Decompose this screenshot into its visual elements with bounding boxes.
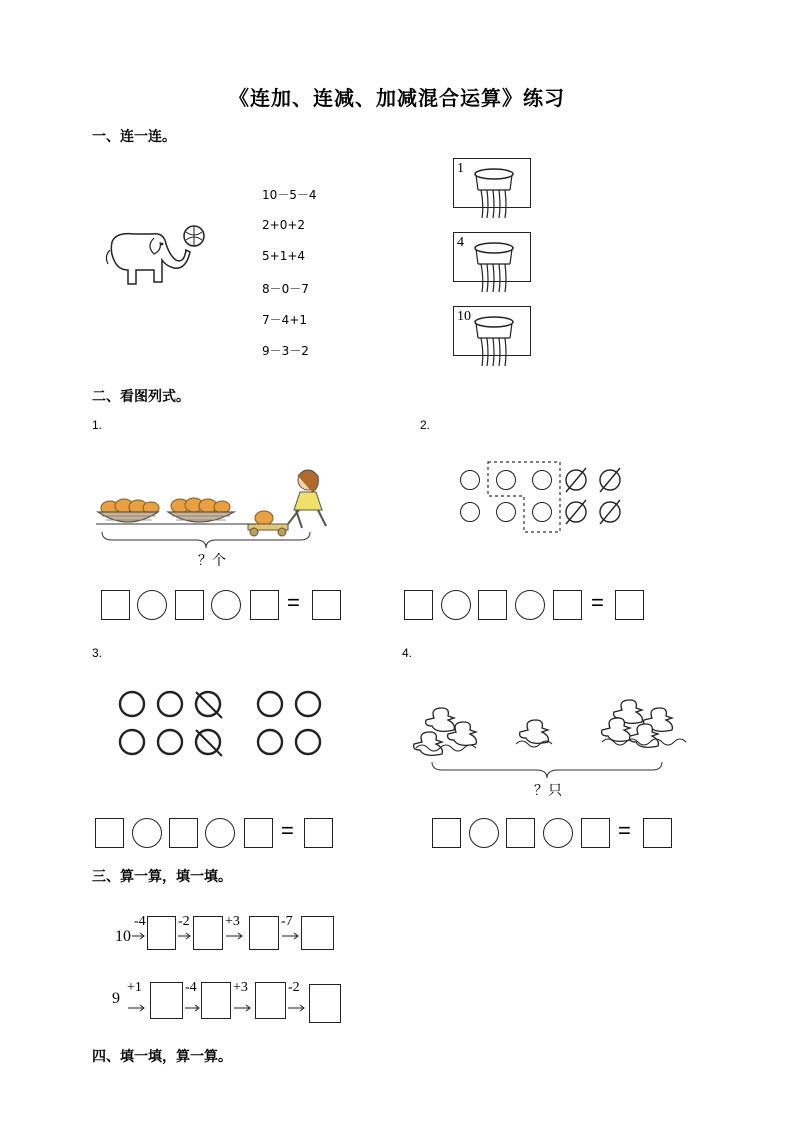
- equals-sign: =: [591, 590, 604, 615]
- expression-1: 10－5－4: [262, 188, 317, 202]
- answer-box[interactable]: [255, 982, 286, 1019]
- answer-box[interactable]: [506, 818, 535, 848]
- circle: [532, 502, 552, 522]
- equals-sign: =: [281, 818, 294, 843]
- circle-grid-3: [118, 690, 324, 756]
- item-3-label: 3.: [92, 646, 103, 660]
- operator-circle[interactable]: [137, 590, 167, 620]
- arrow-right-icon: [226, 932, 244, 940]
- answer-box[interactable]: [615, 590, 644, 620]
- expression-4: 8－0－7: [262, 282, 309, 296]
- answer-box[interactable]: [312, 590, 341, 620]
- equals-sign: =: [287, 590, 300, 615]
- answer-box[interactable]: [553, 590, 582, 620]
- answer-box[interactable]: [95, 818, 124, 848]
- circle-grid-2: [458, 466, 628, 536]
- basket-number: 1: [457, 161, 464, 176]
- item-4-label: 4.: [402, 646, 413, 660]
- operator-circle[interactable]: [515, 590, 545, 620]
- elephant-with-ball-icon: [100, 220, 210, 290]
- item-1-label: 1.: [92, 418, 103, 432]
- answer-box[interactable]: [478, 590, 507, 620]
- answer-box[interactable]: [169, 818, 198, 848]
- section-1-heading: 一、连一连。: [92, 129, 176, 145]
- answer-box[interactable]: [432, 818, 461, 848]
- arrow-right-icon: [128, 1004, 146, 1012]
- answer-box[interactable]: [147, 916, 176, 950]
- page-title: 《连加、连减、加减混合运算》练习: [229, 86, 565, 110]
- operator-circle[interactable]: [205, 818, 235, 848]
- bracket-line: [430, 760, 664, 780]
- section-2-heading: 二、看图列式。: [92, 389, 190, 405]
- chain-2-op-4: -2: [288, 980, 300, 995]
- circle: [496, 502, 516, 522]
- operator-circle[interactable]: [441, 590, 471, 620]
- arrow-right-icon: [282, 932, 300, 940]
- expression-6: 9－3－2: [262, 344, 309, 358]
- chain-2-op-3: +3: [233, 980, 248, 995]
- chain-2-op-1: +1: [127, 980, 142, 995]
- chain-2-op-2: -4: [185, 980, 197, 995]
- answer-box[interactable]: [309, 984, 341, 1023]
- answer-box[interactable]: [249, 916, 279, 950]
- chain-1-op-3: +3: [225, 914, 240, 929]
- operator-circle[interactable]: [132, 818, 162, 848]
- answer-box[interactable]: [101, 590, 130, 620]
- answer-box[interactable]: [404, 590, 433, 620]
- bracket-line: [100, 530, 312, 550]
- expression-2: 2+0+2: [262, 218, 306, 232]
- circle: [460, 470, 480, 490]
- circle: [460, 502, 480, 522]
- chain-2-start: 9: [112, 990, 120, 1007]
- basketball-hoop-icon: [469, 314, 519, 364]
- arrow-right-icon: [234, 1004, 252, 1012]
- answer-box[interactable]: [581, 818, 610, 848]
- chain-1-op-2: -2: [178, 914, 190, 929]
- chain-1-start: 10: [115, 928, 131, 945]
- basket-card-2[interactable]: [453, 232, 531, 286]
- circle: [496, 470, 516, 490]
- item-4-caption: ？只: [534, 783, 562, 799]
- answer-box[interactable]: [150, 982, 183, 1019]
- arrow-right-icon: [185, 1004, 201, 1012]
- operator-circle[interactable]: [469, 818, 499, 848]
- expression-5: 7－4+1: [262, 313, 307, 327]
- answer-box[interactable]: [175, 590, 204, 620]
- answer-box[interactable]: [304, 818, 333, 848]
- basket-card-3[interactable]: [453, 306, 531, 360]
- expression-3: 5+1+4: [262, 249, 306, 263]
- answer-box[interactable]: [643, 818, 672, 848]
- chain-1-op-1: -4: [134, 914, 146, 929]
- ducks-image: [416, 698, 688, 768]
- basketball-hoop-icon: [469, 166, 519, 216]
- circle: [532, 470, 552, 490]
- answer-box[interactable]: [201, 982, 231, 1019]
- section-4-heading: 四、填一填，算一算。: [92, 1049, 232, 1065]
- arrow-right-icon: [178, 932, 192, 940]
- answer-box[interactable]: [193, 916, 223, 950]
- arrow-right-icon: [288, 1004, 306, 1012]
- basket-number: 4: [457, 235, 464, 250]
- operator-circle[interactable]: [543, 818, 573, 848]
- item-1-caption: ？个: [198, 553, 226, 569]
- chain-1-op-4: -7: [281, 914, 293, 929]
- answer-box[interactable]: [244, 818, 273, 848]
- arrow-right-icon: [132, 932, 146, 940]
- basket-card-1[interactable]: [453, 158, 531, 212]
- answer-box[interactable]: [301, 916, 334, 950]
- basketball-hoop-icon: [469, 240, 519, 290]
- equals-sign: =: [618, 818, 631, 843]
- basket-number: 10: [457, 309, 471, 324]
- pumpkin-baskets-image: [96, 466, 332, 538]
- item-2-label: 2.: [420, 418, 431, 432]
- crossed-circles: [564, 468, 628, 528]
- section-3-heading: 三、算一算，填一填。: [92, 869, 232, 885]
- operator-circle[interactable]: [211, 590, 241, 620]
- answer-box[interactable]: [250, 590, 279, 620]
